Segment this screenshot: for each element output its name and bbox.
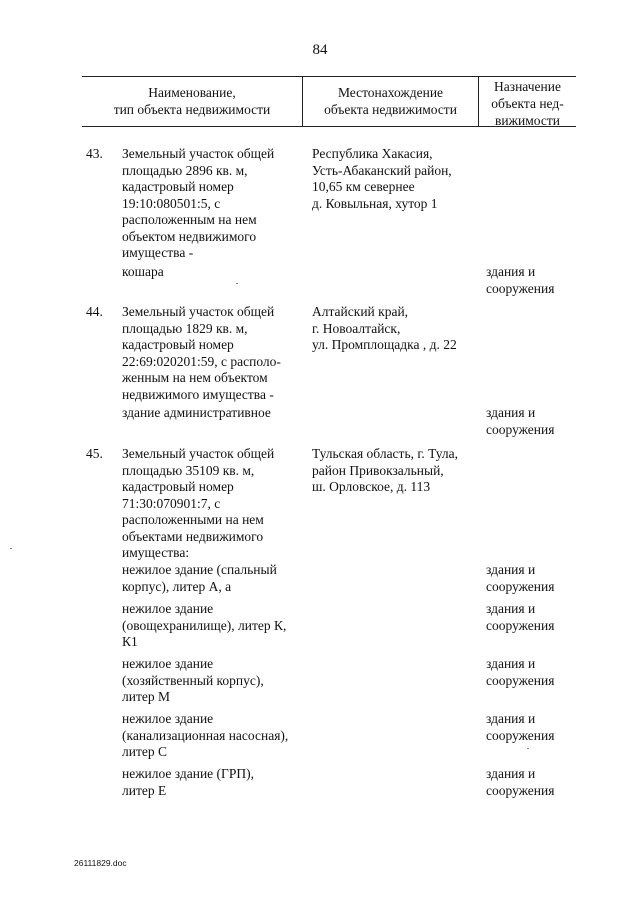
object-name: нежилое здание (спальный корпус), литер А, а [122, 562, 277, 594]
object-purpose: здания и сооружения [486, 711, 555, 743]
parcel-description: Земельный участок общей площадью 1829 кв. м, кадастровый номер 22:69:020201:59, с располо- женным на нем объектом недвижимого имущества - [122, 304, 281, 402]
column-header-location: Местонахождение объекта недвижимости [324, 85, 457, 117]
page-number: 84 [312, 42, 328, 58]
column-header-name: Наименование, тип объекта недвижимости [113, 85, 271, 117]
object-name: нежилое здание (хозяйственный корпус), литер М [122, 656, 264, 704]
entry-number: 43. [86, 146, 103, 161]
scan-speck [527, 748, 529, 749]
object-name: нежилое здание (овощехранилище), литер К, К1 [122, 601, 287, 649]
object-name: здание административное [122, 405, 271, 420]
object-name: нежилое здание (канализационная насосная), литер С [122, 711, 289, 759]
scan-speck [236, 283, 238, 284]
table-top-rule [82, 76, 576, 77]
entry-number: 44. [86, 304, 103, 319]
object-purpose: здания и сооружения [486, 601, 555, 633]
entry-number: 45. [86, 446, 103, 461]
object-purpose: здания и сооружения [486, 766, 555, 798]
object-purpose: здания и сооружения [486, 405, 555, 437]
object-purpose: здания и сооружения [486, 264, 555, 296]
parcel-location: Республика Хакасия, Усть-Абаканский район, 10,65 км севернее д. Ковыльная, хутор 1 [312, 146, 452, 211]
column-header-purpose: Назначение объекта нед- вижимости [491, 79, 564, 128]
parcel-location: Тульская область, г. Тула, район Привокзальный, ш. Орловское, д. 113 [312, 446, 458, 494]
document-footer: 26111829.doc [74, 858, 127, 868]
object-purpose: здания и сооружения [486, 656, 555, 688]
object-name: кошара [122, 264, 164, 279]
scan-speck [10, 548, 12, 549]
parcel-description: Земельный участок общей площадью 35109 кв. м, кадастровый номер 71:30:070901:7, с расположенными на нем объектами недвижимого имущества: [122, 446, 275, 560]
parcel-location: Алтайский край, г. Новоалтайск, ул. Промплощадка , д. 22 [312, 304, 457, 352]
parcel-description: Земельный участок общей площадью 2896 кв. м, кадастровый номер 19:10:080501:5, с расположенным на нем объектом недвижимого имущества - [122, 146, 275, 260]
object-purpose: здания и сооружения [486, 562, 555, 594]
object-name: нежилое здание (ГРП), литер Е [122, 766, 254, 798]
